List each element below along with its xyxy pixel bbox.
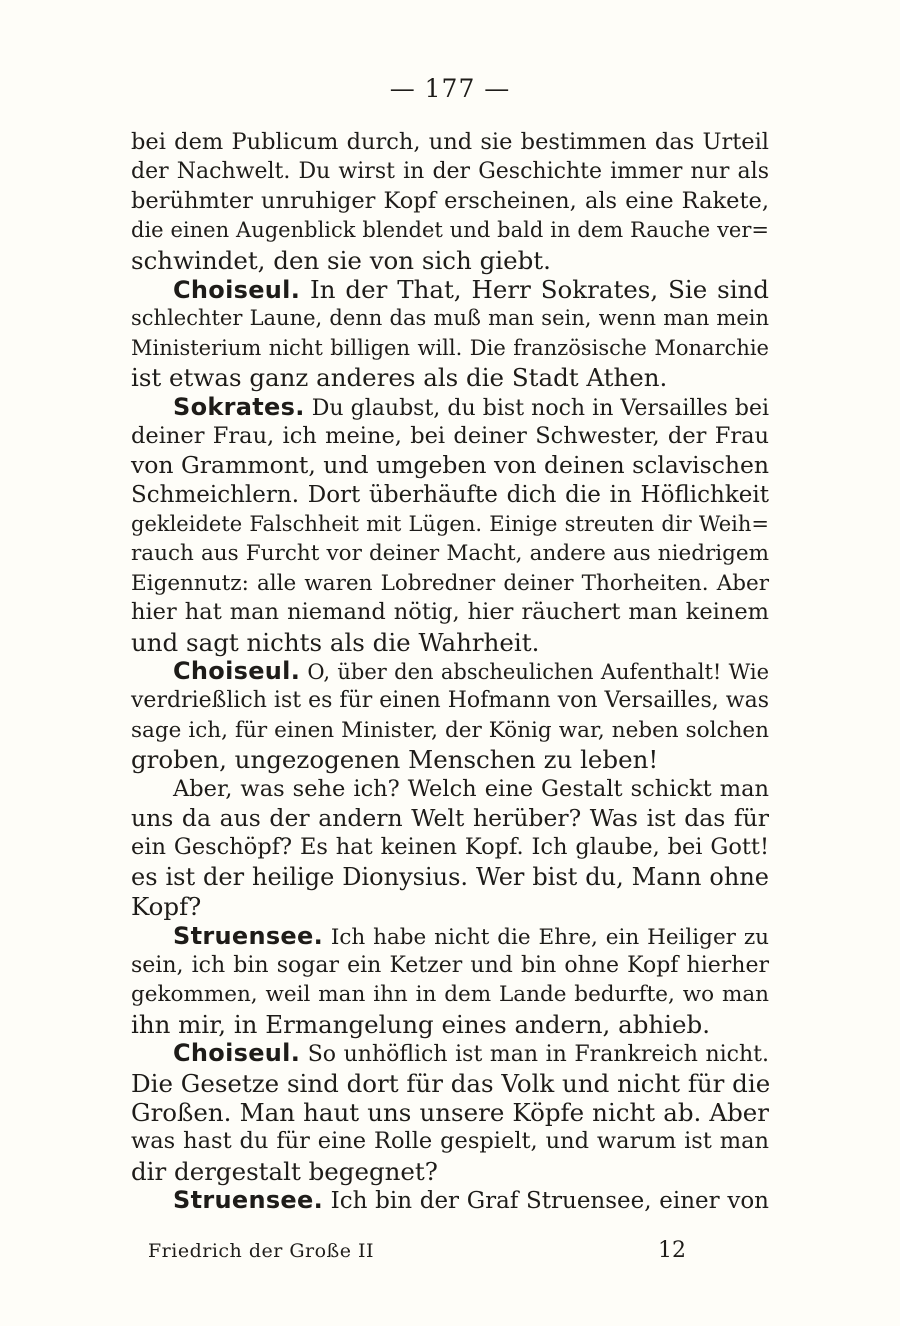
line-text: Eigennutz: alle waren Lobredner deiner Thorheiten. Aber bbox=[131, 570, 769, 596]
text-line bbox=[131, 716, 769, 745]
line-text: Ich habe nicht die Ehre, ein Heiliger zu bbox=[323, 924, 769, 950]
text-line bbox=[131, 539, 769, 568]
text-line bbox=[131, 833, 769, 862]
text-line bbox=[131, 422, 769, 451]
speaker-name: Sokrates. bbox=[173, 392, 305, 421]
text-line bbox=[131, 363, 769, 392]
speaker-name: Struensee. bbox=[173, 921, 323, 950]
line-text: Du glaubst, du bist noch in Versailles bei bbox=[304, 395, 769, 421]
line-text: In der That, Herr Sokrates, Sie sind bbox=[300, 274, 769, 304]
speaker-name: Choiseul. bbox=[173, 1039, 301, 1068]
line-text: Ich bin der Graf Struensee, einer von bbox=[323, 1188, 769, 1215]
text-line bbox=[131, 334, 769, 363]
line-text: Kopf? bbox=[131, 892, 202, 922]
text-line bbox=[131, 451, 769, 480]
line-text: verdrießlich ist es für einen Hofmann von Versailles, was bbox=[131, 688, 769, 714]
speaker-line bbox=[131, 1186, 769, 1215]
text-line bbox=[131, 892, 769, 921]
text-line bbox=[131, 216, 769, 245]
speaker-line bbox=[131, 1039, 769, 1068]
text-line bbox=[131, 510, 769, 539]
line-text: sage ich, für einen Minister, der König war, neben solchen bbox=[131, 717, 769, 743]
speaker-name: Choiseul. bbox=[173, 657, 301, 686]
footer-sheet-number: 12 bbox=[658, 1238, 686, 1263]
line-text: Schmeichlern. Dort überhäufte dich die in Höflichkeit bbox=[131, 481, 769, 508]
text-line bbox=[131, 598, 769, 627]
text-line bbox=[131, 1069, 769, 1098]
line-text: deiner Frau, ich meine, bei deiner Schwester, der Frau bbox=[131, 422, 769, 449]
line-text: und sagt nichts als die Wahrheit. bbox=[131, 627, 540, 657]
text-line bbox=[131, 187, 769, 216]
text-line bbox=[131, 628, 769, 657]
line-text: der Nachwelt. Du wirst in der Geschichte immer nur als bbox=[131, 159, 769, 185]
text-line bbox=[131, 1010, 769, 1039]
speaker-name: Choiseul. bbox=[173, 275, 301, 304]
line-text: ist etwas ganz anderes als die Stadt Athen. bbox=[131, 363, 668, 393]
line-text: So unhöflich ist man in Frankreich nicht. bbox=[300, 1042, 769, 1068]
line-text: ein Geschöpf? Es hat keinen Kopf. Ich glaube, bei Gott! bbox=[131, 834, 769, 861]
line-text: rauch aus Furcht vor deiner Macht, andere aus niedrigem bbox=[131, 541, 769, 567]
line-text: sein, ich bin sogar ein Ketzer und bin ohne Kopf hierher bbox=[131, 952, 769, 978]
line-text: ihn mir, in Ermangelung eines andern, abhieb. bbox=[131, 1009, 710, 1039]
text-line bbox=[131, 804, 769, 833]
text-line bbox=[131, 775, 769, 804]
line-text: uns da aus der andern Welt herüber? Was ist das für bbox=[131, 803, 769, 832]
text-line bbox=[131, 1157, 769, 1186]
text-line bbox=[131, 1127, 769, 1156]
line-text: bei dem Publicum durch, und sie bestimmen das Urteil bbox=[131, 129, 769, 155]
text-line bbox=[131, 246, 769, 275]
line-text: dir dergestalt begegnet? bbox=[131, 1156, 438, 1186]
speaker-line bbox=[131, 922, 769, 951]
text-line bbox=[131, 980, 769, 1009]
line-text: Aber, was sehe ich? Welch eine Gestalt schickt man bbox=[173, 775, 769, 802]
speaker-line bbox=[131, 657, 769, 686]
line-text: berühmter unruhiger Kopf erscheinen, als eine Rakete, bbox=[131, 187, 769, 214]
line-text: gekommen, weil man ihn in dem Lande bedurfte, wo man bbox=[131, 982, 769, 1008]
line-text: O, über den abscheulichen Aufenthalt! Wie bbox=[300, 660, 769, 685]
speaker-line bbox=[131, 393, 769, 422]
text-line bbox=[131, 481, 769, 510]
page-number-header: — 177 — bbox=[389, 74, 511, 103]
body-text bbox=[131, 128, 769, 1215]
text-line bbox=[131, 128, 769, 157]
line-text: was hast du für eine Rolle gespielt, und warum ist man bbox=[131, 1128, 769, 1155]
text-line bbox=[131, 1098, 769, 1127]
line-text: groben, ungezogenen Menschen zu leben! bbox=[131, 745, 659, 775]
text-line bbox=[131, 157, 769, 186]
line-text: schwindet, den sie von sich giebt. bbox=[131, 245, 551, 275]
text-line bbox=[131, 569, 769, 598]
line-text: gekleidete Falschheit mit Lügen. Einige streuten dir Weih= bbox=[131, 512, 769, 537]
line-text: Die Gesetze sind dort für das Volk und nicht für die bbox=[131, 1068, 771, 1098]
line-text: Großen. Man haut uns unsere Köpfe nicht ab. Aber bbox=[131, 1097, 769, 1127]
footer-signature: Friedrich der Große II bbox=[148, 1240, 375, 1262]
line-text: die einen Augenblick blendet und bald in dem Rauche ver= bbox=[131, 218, 769, 243]
line-text: hier hat man niemand nötig, hier räuchert man keinem bbox=[131, 599, 769, 626]
line-text: es ist der heilige Dionysius. Wer bist du, Mann ohne bbox=[131, 862, 769, 891]
speaker-line bbox=[131, 275, 769, 304]
line-text: Ministerium nicht billigen will. Die französische Monarchie bbox=[131, 335, 769, 360]
text-line bbox=[131, 745, 769, 774]
line-text: schlechter Laune, denn das muß man sein, wenn man mein bbox=[131, 306, 769, 331]
line-text: von Grammont, und umgeben von deinen sclavischen bbox=[131, 451, 770, 480]
text-line bbox=[131, 304, 769, 333]
speaker-name: Struensee. bbox=[173, 1186, 323, 1215]
text-line bbox=[131, 951, 769, 980]
text-line bbox=[131, 686, 769, 715]
text-line bbox=[131, 863, 769, 892]
